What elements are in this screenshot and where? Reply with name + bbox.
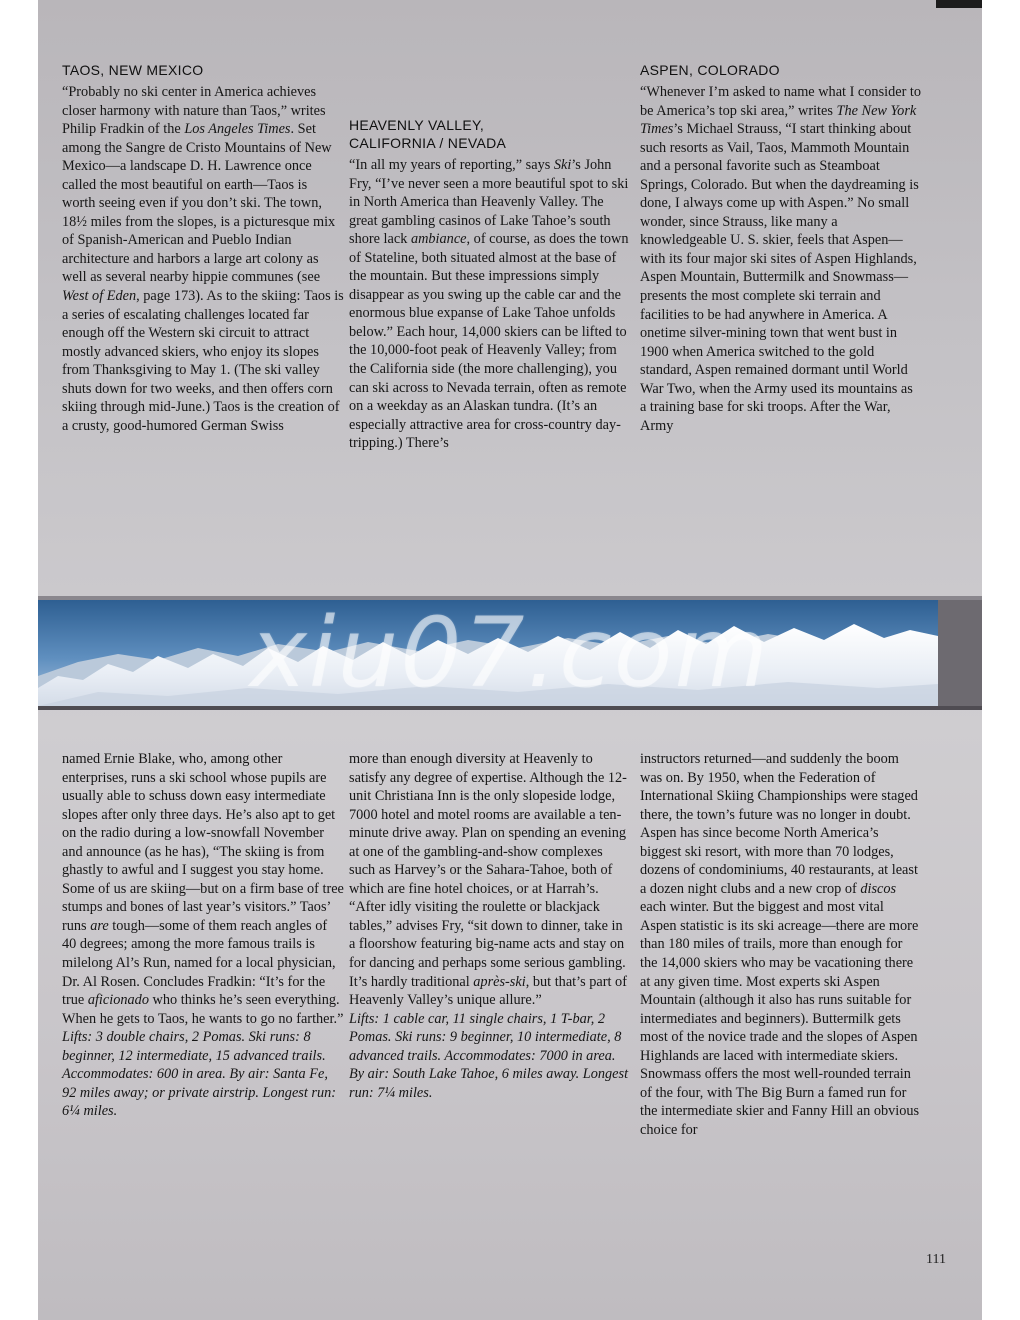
text-run-italic: discos [860, 880, 897, 897]
heavenly-body-bottom [349, 750, 631, 1010]
taos-specs: Lifts: 3 double chairs, 2 Pomas. Ski runs: 8 beginner, 12 intermediate, 15 advanced trails. Accommodates: 600 in area. By air: Santa Fe, 92 miles away; or private airstrip. Longest run: 6¼ miles. [62, 1029, 337, 1120]
heavenly-body-top [349, 156, 631, 453]
text-run: ’s Michael Strauss, “I start thinking about such resorts as Vail, Taos, Mammoth Mountain and a personal favorite such as Steamboat Springs, Colorado. But when the daydreaming is done, I always come up with Aspen.” No small wonder, since Strauss, like many a knowledgeable U. S. skier, feels that Aspen—with its four major ski sites of Aspen Highlands, Aspen Mountain, Buttermilk and Snowmass—presents the most complete ski terrain and facilities to be had anywhere in America. A onetime silver-mining town that went bust in 1900 when America switched to the gold standard, Aspen remained dormant until World War Two, when the Army used its mountains as a training base for ski troops. After the War, Army [640, 121, 919, 434]
taos-column-bottom [62, 750, 344, 1121]
text-run: “Whenever I’m asked to name what I consider to be America’s top ski area,” writes [640, 84, 922, 119]
heavenly-heading-line2: CALIFORNIA / NEVADA [349, 135, 507, 151]
taos-body-top [62, 83, 344, 435]
text-run: each winter. But the biggest and most vital Aspen statistic is its ski acreage—there are more than 180 miles of trails, more than enough for the 14,000 skiers who may be vacationing there at any given time. Most experts ski Aspen Mountain (although it also has runs suitable for intermediates and beginners). Buttermilk gets most of the novice trade and the slopes of Aspen Highlands are laced with intermediate skiers. Snowmass offers the most well-rounded terrain of the four, with The Big Burn a famed run for the intermediate skier and Fanny Hill an obvious choice for [640, 899, 920, 1138]
heavenly-specs: Lifts: 1 cable car, 11 single chairs, 1 T-bar, 2 Pomas. Ski runs: 9 beginner, 10 intermediate, 8 advanced trails. Accommodates: 7000 in area. By air: South Lake Tahoe, 6 miles away. Longest run: 7¼ miles. [349, 1010, 629, 1101]
heavenly-heading-line1: HEAVENLY VALLEY, [349, 117, 485, 133]
text-run: ’s John Fry, “I’ve never seen a more beautiful spot to ski in North America than Heavenly Valley. The great gambling casinos of Lake Tahoe’s south shore lack [349, 157, 629, 248]
heavenly-heading [349, 116, 631, 152]
text-run: . Set among the Sangre de Cristo Mountains of New Mexico—a landscape D. H. Lawrence once called the most beautiful on earth—Taos is worth seeing even if you don’t ski. The town, 18½ miles from the slopes, is a picturesque mix of Spanish-American and Pueblo Indian architecture and harbors a large art colony as well as several nearby hippie communes (see [62, 121, 336, 286]
text-run: , page 173). As to the skiing: Taos is a series of escalating challenges located far enough off the Western ski circuit to attract mostly advanced skiers, who enjoy its slopes from Thanksgiving to May 1. (The ski valley shuts down for two weeks, and then offers corn skiing through mid-June.) Taos is the creation of a crusty, good-humored German Swiss [62, 288, 344, 434]
text-run: tough—some of them reach angles of 40 degrees; among the more famous trails is milelong Al’s Run, named for a local physician, Dr. Al Rosen. Concludes Fradkin: “It’s for the true [62, 917, 336, 1009]
text-run-italic: Ski [553, 157, 572, 173]
text-run-italic: ambiance [410, 231, 467, 248]
watermark-text: xiu07.com [249, 597, 771, 709]
text-run: instructors returned—and suddenly the boom was on. By 1950, when the Federation of International Skiing Championships were staged there, the town’s future was no longer in doubt. Aspen has since become North America’s biggest ski resort, with more than 70 lodges, dozens of condominiums, 40 restaurants, at least a dozen night clubs and a new crop of [640, 751, 918, 897]
text-run-italic: aficionado [87, 992, 149, 1009]
heavenly-column-top [349, 116, 631, 453]
page-number: 111 [926, 1252, 946, 1267]
text-run-italic: The New York Times [640, 102, 917, 138]
text-run-italic: Los Angeles Times [184, 121, 291, 138]
mountain-panorama-illustration [38, 596, 982, 710]
taos-column-top [62, 61, 344, 435]
page-corner-mark [936, 0, 982, 8]
aspen-body-bottom [640, 750, 922, 1139]
mountain-panorama-image [38, 596, 982, 710]
taos-body-bottom [62, 750, 344, 1028]
text-run: “In all my years of reporting,” says [349, 157, 554, 173]
aspen-heading: ASPEN, COLORADO [640, 62, 780, 78]
taos-heading: TAOS, NEW MEXICO [62, 62, 204, 78]
text-run: “Probably no ski center in America achieves closer harmony with nature than Taos,” writes Philip Fradkin of the [62, 84, 326, 138]
text-run: more than enough diversity at Heavenly to satisfy any degree of expertise. Although the 12-unit Christiana Inn is the only slopeside lodge, 7000 hotel and motel rooms are available a ten-minute drive away. Plan on spending an evening at one of the gambling-and-show complexes such as Harvey’s or the Sahara-Tahoe, both of which are fine hotel choices, or at Harrah’s. “After idly visiting the roulette or blackjack tables,” advises Fry, “sit down to dinner, take in a floorshow featuring big-name acts and stay on for dancing and perhaps some serious gambling. It’s hardly traditional [349, 751, 627, 990]
text-run: , of course, as does the town of Stateline, both situated almost at the base of the mountain. But these impressions simply disappear as you swing up the cable car and the enormous blue expanse of Lake Tahoe unfolds below.” Each hour, 14,000 skiers can be lifted to the 10,000-foot peak of Heavenly Valley; from the California side (the more challenging), you can ski across to Nevada terrain, often as remote on a weekday as an Alaskan tundra. (It’s an especially attractive area for cross-country day-tripping.) There’s [349, 231, 629, 452]
aspen-column-top [640, 61, 922, 435]
heavenly-column-bottom [349, 750, 631, 1102]
text-run: named Ernie Blake, who, among other enterprises, runs a ski school whose pupils are usually able to schuss down easy intermediate slopes after only three days. He’s also apt to get on the radio during a low-snowfall November and announce (as he has), “The skiing is from ghastly to awful and I suggest you stay home. Some of us are skiing—but on a firm base of tree stumps and bones of last year’s visitors.” Taos’ runs [62, 751, 344, 934]
text-run: , but that’s part of Heavenly Valley’s unique allure.” [349, 973, 627, 1009]
text-run-italic: West of Eden [62, 288, 137, 305]
text-run-italic: après-ski [473, 973, 526, 990]
text-run-italic: are [90, 917, 109, 934]
aspen-column-bottom [640, 750, 922, 1139]
aspen-body-top [640, 83, 922, 435]
text-run: who thinks he’s seen everything. When he gets to Taos, he wants to go no farther.” [62, 992, 344, 1027]
